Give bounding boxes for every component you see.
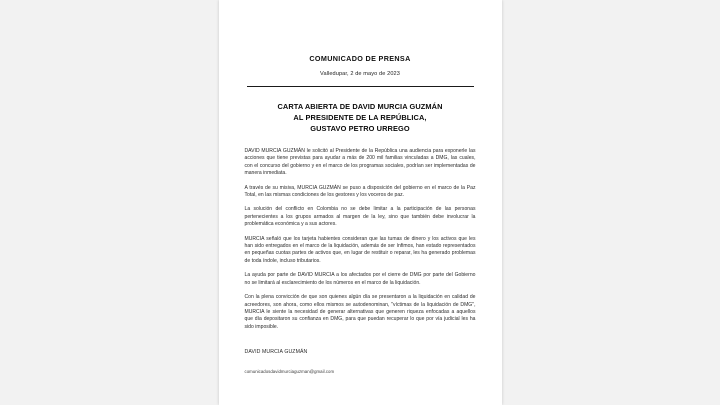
body-paragraph: La ayuda por parte de DAVID MURCIA a los afectados por el cierre de DMG por parte del Gobierno no se limitará al esclarecimiento de los números en el marco de la liquidación.	[244, 272, 476, 286]
letter-heading-line-1: CARTA ABIERTA DE DAVID MURCIA GUZMÁN	[277, 102, 443, 111]
body-paragraph: A través de su misiva, MURCIA GUZMÁN se puso a disposición del gobierno en el marco de la Paz Total, en las mismas condiciones de los gestores y los voceros de paz.	[244, 184, 476, 199]
letter-heading-line-2: AL PRESIDENTE DE LA REPÚBLICA,	[293, 113, 427, 122]
letter-heading-line-3: GUSTAVO PETRO URREGO	[310, 124, 410, 133]
contact-email: comunicadosdavidmurciaguzman@gmail.com	[244, 369, 335, 375]
letter-heading	[245, 101, 476, 134]
document-page	[219, 0, 502, 405]
document-body	[245, 148, 476, 331]
body-paragraph: La solución del conflicto en Colombia no se debe limitar a la participación de las personas pertenecientes a los grupos armados al margen de la ley, sino que también debe involucrar la problemática económica y a sus actores.	[244, 206, 476, 228]
signature-name: DAVID MURCIA GUZMÁN	[244, 349, 308, 356]
press-release-title: COMUNICADO DE PRENSA	[309, 54, 411, 63]
body-paragraph: MURCIA señaló que los tarjeta habientes consideran que las tumas de dinero y los activos que les han sido entregados en el marco de la liquidación, además de ser ínfimos, han estado representados en pequeñas cuotas partes de activos que, en lugar de restituir o reparar, les ha generado problemas de toda índole, incluso tributarios.	[244, 235, 476, 264]
place-and-date: Valledupar, 2 de mayo de 2023	[320, 71, 400, 77]
horizontal-divider	[247, 86, 474, 87]
body-paragraph: Con la plena convicción de que son quienes algún día se presentaron a la liquidación en calidad de acreedores, son ahora, como ellos mismos se autodenominan, "víctimas de la liquidación de DMG", MURCIA le siente la necesidad de generar alternativas que generen riqueza enfocadas a aquellos que día depositaron su confianza en DMG, para que puedan recuperar lo que por vía judicial les ha sido imposible.	[244, 294, 476, 330]
body-paragraph: DAVID MURCIA GUZMÁN le solicitó al Presidente de la República una audiencia para exponerle las acciones que tiene previstas para ayudar a más de 200 mil familias vinculadas a DMG, las cuales, con el concurso del gobierno y en el marco de los programas sociales, podrían ser implementadas de manera inmediata.	[244, 148, 476, 177]
